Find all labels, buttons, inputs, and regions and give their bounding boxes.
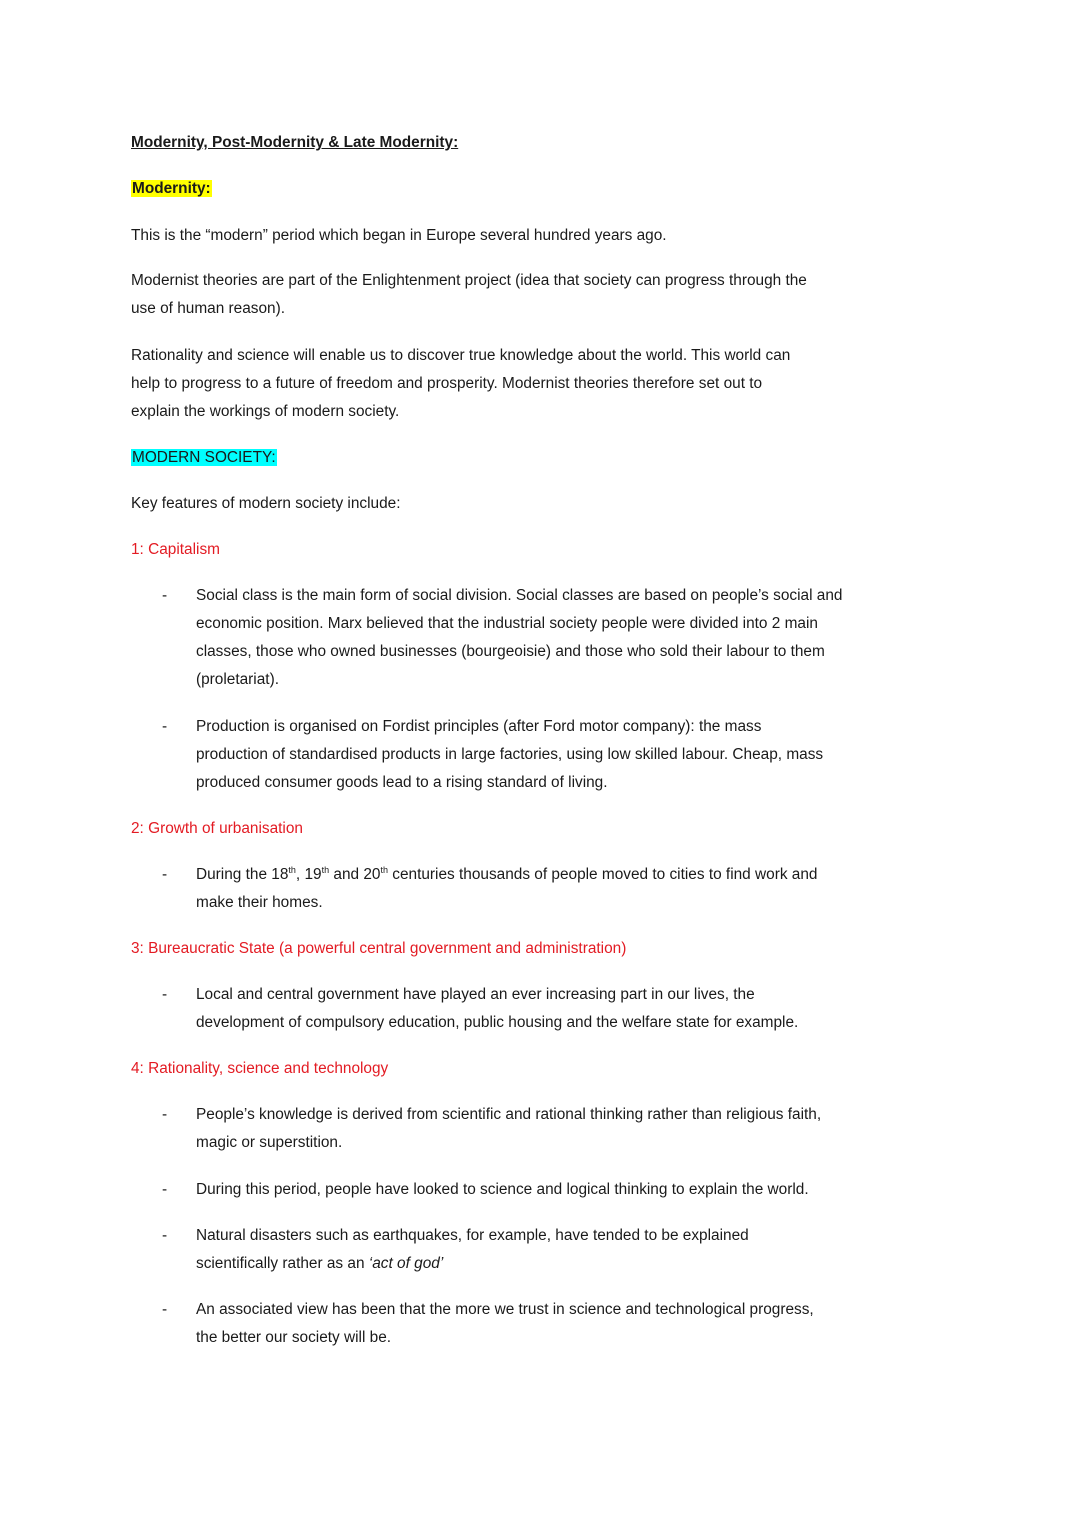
bullet-dash: -: [162, 986, 168, 1003]
key-features-text: Key features of modern society include:: [131, 495, 401, 512]
line: produced consumer goods lead to a rising standard of living.: [196, 774, 608, 791]
line: production of standardised products in large factories, using low skilled labour. Cheap, mass: [196, 746, 824, 763]
line: use of human reason).: [131, 300, 285, 317]
bullet-text: [196, 713, 823, 797]
bullet-text: [196, 861, 817, 917]
section-heading-rationality: 4: Rationality, science and technology: [131, 1060, 389, 1077]
bullet-text: [196, 1222, 749, 1278]
line: Natural disasters such as earthquakes, for example, have tended to be explained: [196, 1227, 749, 1244]
line: help to progress to a future of freedom and prosperity. Modernist theories therefore set out to: [131, 375, 763, 392]
section-heading-urbanisation: 2: Growth of urbanisation: [131, 820, 303, 837]
superscript: th: [288, 864, 296, 875]
bullet-dash: -: [162, 1106, 168, 1123]
text: During the 18: [196, 866, 289, 883]
superscript: th: [321, 864, 330, 875]
document-title: Modernity, Post-Modernity & Late Modernity:: [131, 134, 459, 151]
line: An associated view has been that the more we trust in science and technological progress,: [196, 1301, 814, 1318]
enlightenment-paragraph: [131, 267, 807, 323]
line: [196, 861, 817, 889]
text: centuries thousands of people moved to cities to find work and: [387, 866, 818, 883]
rationality-paragraph: [131, 342, 790, 426]
line: This is the “modern” period which began in Europe several hundred years ago.: [131, 227, 667, 244]
line: Production is organised on Fordist principles (after Ford motor company): the mass: [196, 718, 762, 735]
line: the better our society will be.: [196, 1329, 392, 1346]
line: economic position. Marx believed that the industrial society people were divided into 2 main: [196, 615, 818, 632]
modern-society-heading: MODERN SOCIETY:: [132, 449, 276, 466]
bullet-dash: -: [162, 866, 168, 883]
line: People’s knowledge is derived from scientific and rational thinking rather than religious faith,: [196, 1106, 822, 1123]
text: , 19: [295, 866, 322, 883]
intro-paragraph: [131, 222, 667, 250]
line: Local and central government have played an ever increasing part in our lives, the: [196, 986, 755, 1003]
modernity-heading: Modernity:: [132, 180, 211, 197]
line: Modernist theories are part of the Enlightenment project (idea that society can progress through the: [131, 272, 807, 289]
bullet-text: [196, 981, 798, 1037]
bullet-dash: -: [162, 1227, 168, 1244]
bullet-dash: -: [162, 587, 168, 604]
line: [196, 1250, 749, 1278]
line: (proletariat).: [196, 671, 279, 688]
line: During this period, people have looked to science and logical thinking to explain the world.: [196, 1181, 809, 1198]
section-heading-capitalism: 1: Capitalism: [131, 541, 220, 558]
line: magic or superstition.: [196, 1134, 343, 1151]
line: classes, those who owned businesses (bourgeoisie) and those who sold their labour to them: [196, 643, 825, 660]
line: Social class is the main form of social division. Social classes are based on people’s social and: [196, 587, 843, 604]
bullet-text: [196, 1296, 814, 1352]
bullet-text: [196, 1176, 809, 1204]
bullet-text: [196, 582, 842, 694]
line: development of compulsory education, public housing and the welfare state for example.: [196, 1014, 799, 1031]
line: make their homes.: [196, 894, 323, 911]
text: scientifically rather as an: [196, 1255, 369, 1272]
section-heading-bureaucratic-state: 3: Bureaucratic State (a powerful central government and administration): [131, 940, 627, 957]
bullet-dash: -: [162, 1301, 168, 1318]
bullet-text: [196, 1101, 821, 1157]
text: and 20: [329, 866, 381, 883]
bullet-dash: -: [162, 1181, 168, 1198]
bullet-dash: -: [162, 718, 168, 735]
italic-quote: ‘act of god’: [368, 1255, 444, 1272]
line: Rationality and science will enable us to discover true knowledge about the world. This world can: [131, 347, 791, 364]
superscript: th: [380, 864, 388, 875]
line: explain the workings of modern society.: [131, 403, 400, 420]
